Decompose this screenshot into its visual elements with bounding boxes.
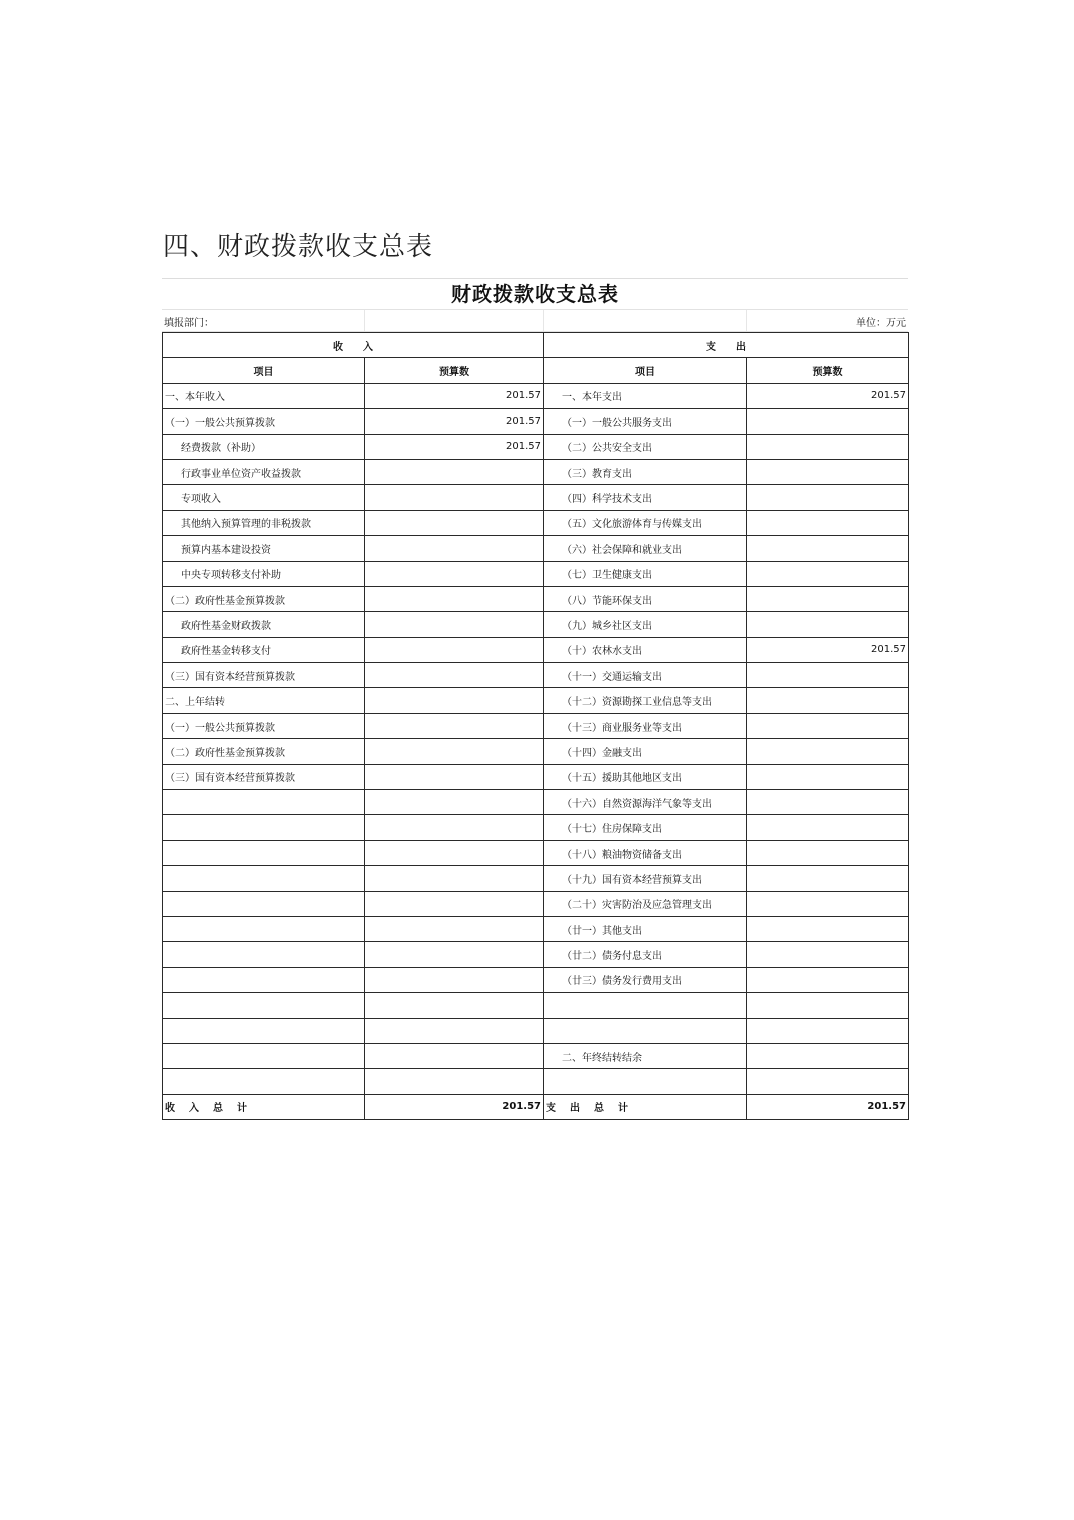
table-row [163,637,909,662]
expense-item-cell: （二）公共安全支出 [544,434,747,459]
table-row [163,916,909,941]
table-row [163,764,909,789]
column-header-row [163,358,909,383]
expense-item-cell: （廿一）其他支出 [544,916,747,941]
expense-budget-cell: 201.57 [747,637,909,662]
income-budget-cell [365,688,544,713]
income-budget-cell [365,637,544,662]
income-header: 收 入 [163,333,544,358]
income-budget-cell [365,586,544,611]
table-row [163,1018,909,1043]
income-budget-cell [365,510,544,535]
table-row [163,663,909,688]
income-item-cell: （一）一般公共预算拨款 [163,409,365,434]
expense-item-cell [544,1018,747,1043]
income-budget-cell [365,891,544,916]
income-total-label: 收入总计 [163,1094,365,1119]
expense-item-cell: （二十）灾害防治及应急管理支出 [544,891,747,916]
income-item-cell: （三）国有资本经营预算拨款 [163,764,365,789]
expense-item-header: 项目 [544,358,747,383]
expense-budget-cell [747,663,909,688]
totals-row [163,1094,909,1119]
table-row [163,688,909,713]
income-item-cell: 经费拨款（补助） [163,434,365,459]
income-budget-cell [365,485,544,510]
income-budget-cell [365,739,544,764]
income-item-cell: 专项收入 [163,485,365,510]
income-item-cell [163,967,365,992]
income-item-cell [163,1018,365,1043]
income-item-cell [163,942,365,967]
table-row [163,536,909,561]
expense-budget-cell [747,459,909,484]
expense-item-cell: （十七）住房保障支出 [544,815,747,840]
expense-budget-cell [747,1018,909,1043]
income-item-cell [163,916,365,941]
expense-budget-cell [747,434,909,459]
expense-item-cell: （十）农林水支出 [544,637,747,662]
income-item-cell: （三）国有资本经营预算拨款 [163,663,365,688]
income-item-cell: 二、上年结转 [163,688,365,713]
expense-total-value: 201.57 [747,1094,909,1119]
expense-item-cell: （七）卫生健康支出 [544,561,747,586]
expense-budget-cell [747,485,909,510]
budget-sheet [162,278,908,1120]
income-budget-cell [365,1018,544,1043]
expense-budget-cell [747,586,909,611]
expense-item-cell: （十五）援助其他地区支出 [544,764,747,789]
income-item-cell: （二）政府性基金预算拨款 [163,739,365,764]
expense-total-label: 支出总计 [544,1094,747,1119]
expense-budget-cell [747,967,909,992]
sheet-meta-row [162,309,908,332]
expense-budget-cell [747,510,909,535]
income-budget-cell [365,1069,544,1094]
table-row [163,561,909,586]
expense-budget-cell [747,866,909,891]
expense-item-cell: （六）社会保障和就业支出 [544,536,747,561]
income-item-cell: 其他纳入预算管理的非税拨款 [163,510,365,535]
income-budget-cell [365,459,544,484]
table-row [163,815,909,840]
expense-budget-cell [747,1043,909,1068]
expense-budget-cell [747,409,909,434]
income-item-cell: （二）政府性基金预算拨款 [163,586,365,611]
table-row [163,612,909,637]
income-budget-cell [365,993,544,1018]
table-row [163,942,909,967]
expense-budget-cell [747,993,909,1018]
reporting-department-label: 填报部门： [164,318,214,329]
table-row [163,409,909,434]
expense-budget-cell [747,891,909,916]
expense-item-cell: （四）科学技术支出 [544,485,747,510]
expense-item-cell: （十四）金融支出 [544,739,747,764]
income-item-cell: 政府性基金转移支付 [163,637,365,662]
expense-item-cell: （十六）自然资源海洋气象等支出 [544,790,747,815]
expense-item-cell: （三）教育支出 [544,459,747,484]
income-item-cell [163,1069,365,1094]
table-row [163,967,909,992]
income-budget-cell: 201.57 [365,409,544,434]
unit-label: 单位：万元 [856,318,906,329]
budget-table [162,332,909,1120]
expense-item-cell: （十九）国有资本经营预算支出 [544,866,747,891]
income-item-cell: （一）一般公共预算拨款 [163,713,365,738]
income-item-cell: 政府性基金财政拨款 [163,612,365,637]
section-heading: 四、财政拨款收支总表 [163,232,434,262]
expense-budget-cell [747,1069,909,1094]
income-budget-cell: 201.57 [365,383,544,408]
table-row [163,840,909,865]
table-row [163,434,909,459]
income-budget-cell [365,536,544,561]
expense-item-cell: （十三）商业服务业等支出 [544,713,747,738]
sheet-title: 财政拨款收支总表 [162,278,908,309]
expense-budget-cell [747,790,909,815]
expense-item-cell: （十二）资源勘探工业信息等支出 [544,688,747,713]
expense-budget-cell [747,739,909,764]
section-header-row [163,333,909,358]
expense-budget-cell [747,916,909,941]
expense-budget-cell [747,688,909,713]
table-row [163,1069,909,1094]
expense-budget-cell [747,713,909,738]
income-budget-cell [365,916,544,941]
expense-header: 支 出 [544,333,909,358]
table-body [163,383,909,1094]
income-item-cell [163,790,365,815]
income-item-cell [163,815,365,840]
income-budget-cell: 201.57 [365,434,544,459]
income-budget-cell [365,612,544,637]
income-item-cell: 中央专项转移支付补助 [163,561,365,586]
expense-item-cell: （一）一般公共服务支出 [544,409,747,434]
income-item-cell [163,891,365,916]
expense-item-cell: （十八）粮油物资储备支出 [544,840,747,865]
income-budget-cell [365,663,544,688]
table-row [163,586,909,611]
table-row [163,383,909,408]
income-budget-cell [365,561,544,586]
expense-item-cell: 一、本年支出 [544,383,747,408]
expense-item-cell [544,1069,747,1094]
income-budget-cell [365,764,544,789]
income-item-cell: 预算内基本建设投资 [163,536,365,561]
table-row [163,739,909,764]
expense-item-cell: （廿三）债务发行费用支出 [544,967,747,992]
income-item-cell: 一、本年收入 [163,383,365,408]
income-budget-cell [365,713,544,738]
income-budget-cell [365,1043,544,1068]
expense-item-cell: （廿二）债务付息支出 [544,942,747,967]
expense-item-cell: （十一）交通运输支出 [544,663,747,688]
expense-budget-cell: 201.57 [747,383,909,408]
table-row [163,1043,909,1068]
expense-item-cell: 二、年终结转结余 [544,1043,747,1068]
table-row [163,713,909,738]
expense-budget-cell [747,815,909,840]
income-item-header: 项目 [163,358,365,383]
table-row [163,993,909,1018]
income-item-cell [163,993,365,1018]
expense-budget-cell [747,561,909,586]
expense-budget-cell [747,536,909,561]
expense-item-cell [544,993,747,1018]
expense-budget-cell [747,612,909,637]
table-row [163,485,909,510]
income-budget-cell [365,790,544,815]
expense-item-cell: （八）节能环保支出 [544,586,747,611]
income-budget-cell [365,942,544,967]
table-row [163,459,909,484]
expense-budget-cell [747,764,909,789]
table-row [163,510,909,535]
expense-budget-cell [747,840,909,865]
expense-budget-header: 预算数 [747,358,909,383]
income-item-cell [163,1043,365,1068]
income-item-cell [163,866,365,891]
expense-budget-cell [747,942,909,967]
table-row [163,790,909,815]
income-budget-cell [365,840,544,865]
income-item-cell [163,840,365,865]
expense-item-cell: （九）城乡社区支出 [544,612,747,637]
income-budget-cell [365,815,544,840]
income-item-cell: 行政事业单位资产收益拨款 [163,459,365,484]
income-budget-cell [365,866,544,891]
income-total-value: 201.57 [365,1094,544,1119]
income-budget-header: 预算数 [365,358,544,383]
table-row [163,891,909,916]
table-row [163,866,909,891]
expense-item-cell: （五）文化旅游体育与传媒支出 [544,510,747,535]
income-budget-cell [365,967,544,992]
